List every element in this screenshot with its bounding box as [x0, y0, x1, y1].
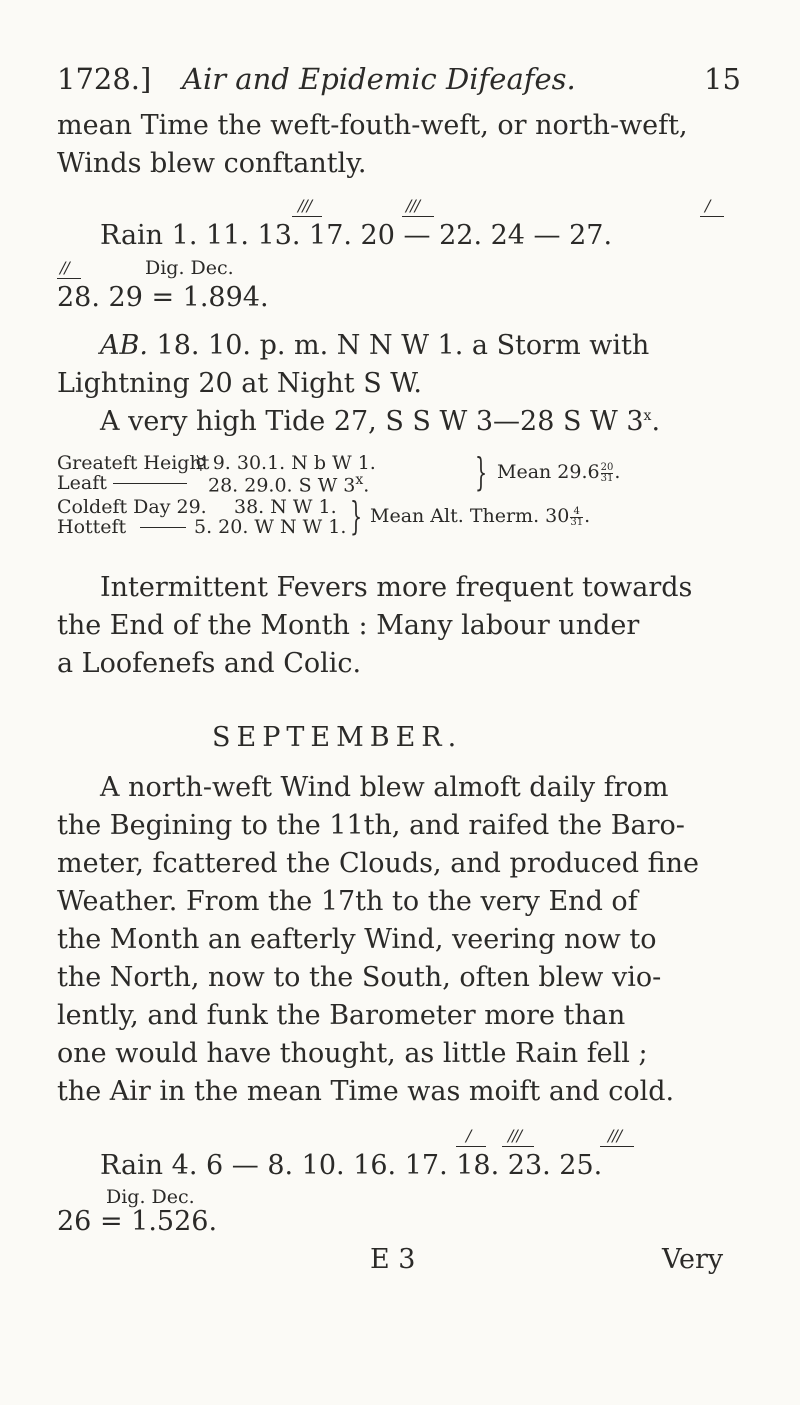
ab-text: 18. 10. p. m. N N W 1. a Storm with: [156, 330, 650, 361]
ab-line: [100, 330, 649, 362]
text-line: mean Time the weft-fouth-weft, or north-weft,: [57, 110, 688, 141]
rule: [456, 1146, 486, 1147]
rule: [292, 216, 322, 217]
running-head-title: Air and Epidemic Difeafes.: [182, 62, 576, 96]
rule: [57, 278, 81, 279]
mean-thermometer: [370, 505, 590, 528]
dig-dec-label: Dig. Dec.: [145, 257, 234, 279]
table-label: Greateft Height: [57, 452, 210, 474]
text-line: the Month an eafterly Wind, veering now to: [57, 924, 657, 955]
table-value: 28. 29.0. S W 3: [208, 474, 356, 497]
table-value: 5. 20. W N W 1.: [194, 516, 347, 538]
rain-mark: ///: [608, 1126, 622, 1145]
text-line: Intermittent Fevers more frequent towards: [100, 572, 693, 603]
table-row-coldest: [57, 496, 337, 518]
table-row-least: [57, 472, 370, 497]
rain-days-line: Rain 4. 6 — 8. 10. 16. 17. 18. 23. 25.: [100, 1150, 603, 1181]
text-line: the Begining to the 11th, and raifed the Baro-: [57, 810, 685, 841]
text-line: Weather. From the 17th to the very End of: [57, 886, 638, 917]
fraction-denominator: 31: [570, 516, 584, 528]
brace: }: [475, 450, 488, 494]
rain-days-line: Rain 1. 11. 13. 17. 20 — 22. 24 — 27.: [100, 220, 613, 251]
text-line: the End of the Month : Many labour under: [57, 610, 640, 641]
table-value: 38. N W 1.: [234, 496, 337, 518]
signature-mark: E 3: [370, 1244, 416, 1275]
table-row-hottest: [57, 516, 347, 538]
brace: }: [350, 494, 363, 538]
text-line: A north-weft Wind blew almoft daily from: [100, 772, 669, 803]
tide-text: A very high Tide 27, S S W 3—28 S W 3: [100, 406, 644, 437]
mean-end: .: [614, 461, 621, 483]
fraction-numerator: 20: [600, 461, 614, 473]
text-line: the North, now to the South, often blew vio-: [57, 962, 662, 993]
rain-total: 26 = 1.526.: [57, 1206, 218, 1237]
mean-barometer-value: Mean 29.6: [497, 461, 600, 483]
rule: [402, 216, 434, 217]
table-label: Hotteft: [57, 516, 127, 538]
ab-label: AB.: [100, 330, 148, 361]
rain-mark: ///: [406, 196, 420, 215]
tide-line: [100, 406, 660, 438]
month-heading: SEPTEMBER.: [212, 722, 463, 753]
running-head-year: 1728.]: [57, 62, 152, 96]
fraction-numerator: 4: [573, 505, 580, 517]
page-number: 15: [704, 62, 741, 96]
mean-end: .: [584, 505, 591, 527]
table-sup: x: [355, 472, 364, 488]
table-label: Coldeft Day 29.: [57, 496, 207, 518]
dig-dec-label: Dig. Dec.: [106, 1186, 195, 1208]
rule: [600, 1146, 634, 1147]
catchword: Very: [662, 1244, 724, 1275]
mean-barometer: [497, 461, 620, 484]
tide-sup: x: [643, 408, 652, 424]
text-line: lently, and funk the Barometer more than: [57, 1000, 626, 1031]
text-line: one would have thought, as little Rain fell ;: [57, 1038, 648, 1069]
rule: [502, 1146, 534, 1147]
text-line: Winds blew conftantly.: [57, 148, 367, 179]
fraction-denominator: 31: [600, 472, 614, 484]
table-label: Leaft: [57, 472, 107, 494]
table-row-greatest: [57, 452, 376, 474]
rain-mark: ///: [298, 196, 312, 215]
text-line: a Loofenefs and Colic.: [57, 648, 362, 679]
rain-mark: /: [466, 1126, 471, 1145]
table-end: .: [363, 474, 370, 497]
text-line: Lightning 20 at Night S W.: [57, 368, 422, 399]
text-line: meter, fcattered the Clouds, and produced fine: [57, 848, 700, 879]
rain-total: 28. 29 = 1.894.: [57, 282, 269, 313]
rain-mark: ///: [508, 1126, 522, 1145]
text-line: the Air in the mean Time was moift and cold.: [57, 1076, 675, 1107]
rain-mark: //: [60, 258, 69, 277]
rule: [113, 483, 187, 484]
tide-end: .: [651, 406, 661, 437]
table-value: ☿ 9. 30.1. N b W 1.: [195, 452, 376, 474]
rule: [700, 216, 724, 217]
mean-thermometer-value: Mean Alt. Therm. 30: [370, 505, 570, 527]
rule: [140, 527, 186, 528]
rain-mark: /: [705, 196, 710, 215]
